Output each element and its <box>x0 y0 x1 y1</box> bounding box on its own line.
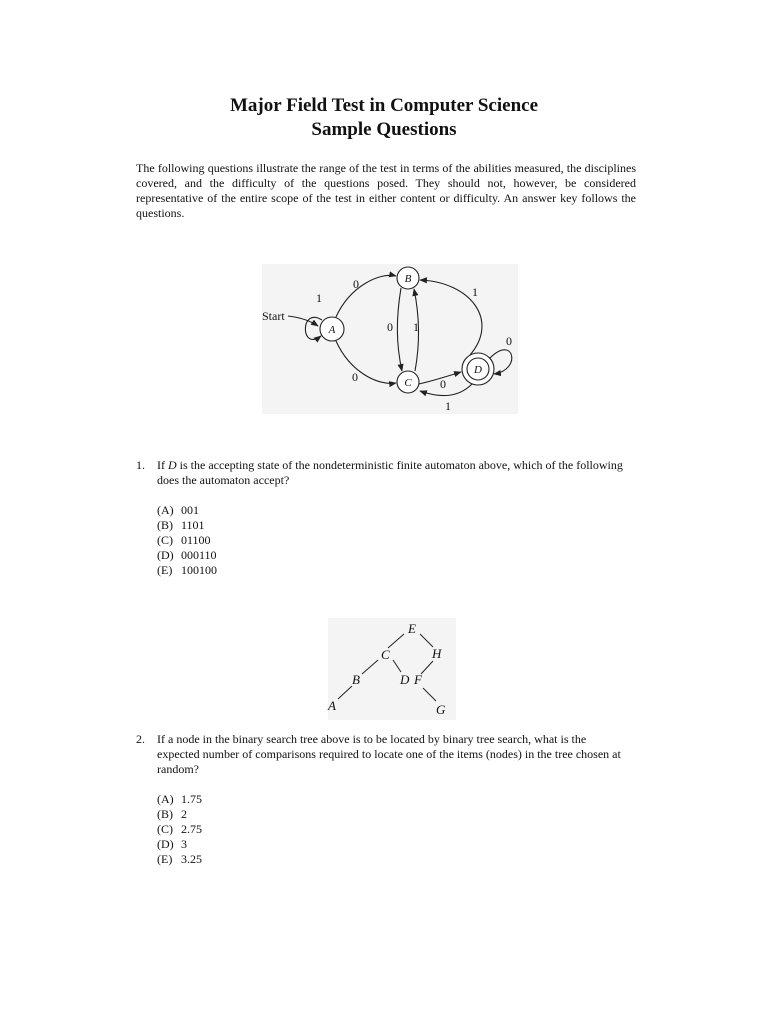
question-1-option[interactable]: (B) 1101 <box>157 518 205 532</box>
edge-label-c-to-b: 1 <box>413 320 419 334</box>
tree-node-d: D <box>400 672 410 687</box>
question-2-option[interactable]: (E) 3.25 <box>157 852 202 866</box>
question-1-number: 1. <box>136 458 145 472</box>
edge-b-to-c <box>397 288 402 371</box>
question-2-options <box>157 792 202 867</box>
state-c-label: C <box>404 377 412 389</box>
edge-label-c-to-d: 0 <box>440 377 446 391</box>
tree-node-b: B <box>352 672 360 687</box>
tree-node-a: A <box>328 698 336 713</box>
edge-label-a-to-c: 0 <box>352 370 358 384</box>
edge-label-a-to-b: 0 <box>353 277 359 291</box>
edge-a-to-c <box>336 341 396 383</box>
state-a-label: A <box>328 324 336 336</box>
intro-paragraph: The following questions illustrate the range of the test in terms of the abilities measured, the disciplines covered, and the difficulty of the questions posed. They should not, however, be considered representative of the entire scope of the test in either content or difficulty. An answer key follows the questions. <box>136 161 636 220</box>
state-b-label: B <box>404 273 412 285</box>
edge-label-b-to-c: 0 <box>387 320 393 334</box>
tree-node-g: G <box>436 702 446 717</box>
tree-node-f: F <box>414 672 422 687</box>
edge-d-to-c <box>420 384 472 396</box>
state-d-label: D <box>474 364 482 376</box>
tree-node-h: H <box>432 646 442 661</box>
edge-label-d-to-b: 1 <box>472 285 478 299</box>
question-1-stem-variable: D <box>168 458 177 472</box>
question-1-option[interactable]: (C) 01100 <box>157 533 211 547</box>
question-2-number: 2. <box>136 732 145 746</box>
question-2-stem: If a node in the binary search tree above is to be located by binary tree search, what is the expected number of comparisons required to locate one of the items (nodes) in the tree chosen at random? <box>157 732 621 776</box>
tree-node-e: E <box>408 621 416 636</box>
question-1-option[interactable]: (E) 100100 <box>157 563 217 577</box>
question-2-option[interactable]: (B) 2 <box>157 807 187 821</box>
question-2-option[interactable]: (C) 2.75 <box>157 822 202 836</box>
tree-node-c: C <box>381 647 390 662</box>
start-label: Start <box>262 309 285 323</box>
edge-a-to-b <box>336 275 396 317</box>
page-subtitle: Sample Questions <box>311 119 457 140</box>
edge-label-a-self: 1 <box>316 291 322 305</box>
edge-label-d-self: 0 <box>506 334 512 348</box>
question-1-option[interactable]: (A) 001 <box>157 503 199 517</box>
question-1-option[interactable]: (D) 000110 <box>157 548 217 562</box>
question-1-options <box>157 503 217 578</box>
edge-label-d-to-c: 1 <box>445 399 451 413</box>
page-title: Major Field Test in Computer Science <box>229 95 539 116</box>
question-2-option[interactable]: (D) 3 <box>157 837 187 851</box>
question-1-stem: If D is the accepting state of the nondeterministic finite automaton above, which of the following does the automaton accept? <box>157 458 623 487</box>
question-2-option[interactable]: (A) 1.75 <box>157 792 202 806</box>
